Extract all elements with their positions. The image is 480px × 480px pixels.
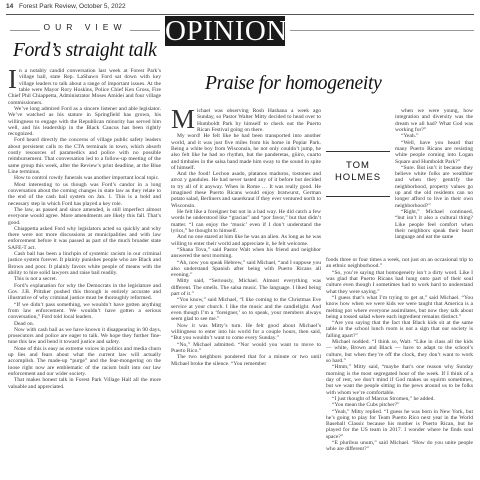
paragraph: “No,” Michael admitted. “Nor would you want to move to Puerto Rico.”: [171, 341, 321, 354]
our-view-label: OUR VIEW: [43, 22, 127, 32]
paragraph: The law, as passed and since amended, is still imperfect almost everyone would agree. More amendments are likely this fall. That’s good.: [8, 206, 161, 226]
paragraph: The two neighbors pondered that for a minute or two until Michael broke the silence. “You remember: [171, 354, 321, 367]
paragraph: “You know,” said Michael, “I like coming to the Christmas Eve service at your church. I like the music and the candlelight. And even though I’m a ‘foreigner,’ so to speak, your members always seem glad to see me.”: [171, 297, 321, 323]
paragraph: “Yeah,” Mitty replied. “I guess he was born in New York, but he’s going to play for Team Puerto Rico next year in the World Baseball Classic because his mother is Puerto Rican, but he played for the US team in 2017. I wonder where he finds soul space?”: [326, 408, 473, 440]
drop-cap: M: [171, 108, 196, 134]
paragraph: Chiappetta asked Ford why legislators acted so quickly and why there were not more discussions at municipalities and with law enforcement before it was passed as part of the much broader state SAFE-T act.: [8, 225, 161, 251]
author-byline: [326, 151, 390, 197]
paragraph: “If we didn’t pass something, we wouldn’t have gotten anything from law enforcement. We wouldn’t have gotten a serious conversation,” Ford told local leaders.: [8, 301, 161, 321]
paragraph: Mitty said, “Seriously, Michael. Almost everything was different. The smells. The salsa music. The language. I liked being part of it.”: [171, 278, 321, 298]
publication-line: Forest Park Review, October 5, 2022: [19, 3, 126, 10]
column-headline: Praise for homogeneity: [205, 73, 382, 94]
paragraph: “Well, have you heard that many Puerto Ricans are resisting white people coming into Logan Square and Humboldt Park?”: [395, 139, 473, 165]
column-body-2-top: [395, 108, 473, 255]
paragraph: foods three or four times a week, not just on an occasional trip to an ethnic neighborhood.”: [326, 257, 473, 270]
paragraph: “Right,” Michael continued, “but isn’t it also a cultural thing? Like people feel comfort when their neighbors speak their heart language and eat the same: [395, 209, 473, 241]
our-view-rule-left: [10, 30, 40, 31]
paragraph: [171, 108, 321, 133]
paragraph: “So, you’re saying that homogeneity isn’t a dirty word. Like I was glad that Puerto Ricans had hung onto part of their soul culture even though I sometimes had to work hard to understand what they were saying.”: [326, 269, 473, 295]
opinion-banner: OPINION: [165, 15, 288, 47]
paragraph: “Sure. But isn’t it because they believe white folks are wealthier and when they gentrify the neighborhood, property values go up and the old residents can no longer afford to live in their own neighborhood?”: [395, 164, 473, 209]
paragraph: when we were young, how integration and diversity was the dream we all had? What God was working for?”: [395, 108, 473, 133]
paragraph: “Hmm,” Mitty said, “maybe that’s one reason why Sunday morning is the most segregated hour of the week. If I think of a day of rest, we don’t mind if God makes us squirm sometimes, but we want the people sitting in the pews around us to be folks with whom we’re comfortable.: [326, 364, 473, 396]
paragraph: Cash bail has been a linchpin of systemic racism in our criminal justice system forever. It plainly punishes people who are Black and Brown and poor. It plainly favors white people of means with the ability to hire solid lawyers and raise bail readily.: [8, 251, 161, 276]
our-view-rule-right: [130, 30, 160, 31]
paragraph-text: ichael was observing Rosh Hashana a week ago Sunday, so Pastor Walter Mitty decided to head over to Humboldt Park by himself to check out the Puerto Rican Festival going on there.: [197, 108, 321, 133]
paragraph: “I guess that’s what I’m trying to get at,” said Michael. “You know how when we were kids we were taught that America is a melting pot where everyone assimilates, but now they talk about being a tossed salad where each ingredient remains distinct.”: [326, 294, 473, 320]
paragraph: “I just thought of Marcus Stromen,” he added.: [332, 395, 435, 402]
paragraph: Now with cash bail as we have known it disappearing in 90 days, prosecutors and police are eager to talk. We hope they further fine-tune this law and bend it toward justice and safety.: [8, 326, 161, 346]
paragraph: Dead on.: [14, 320, 35, 327]
opinion-rule: [290, 30, 474, 31]
paragraph: “Ah, now you speak Hebrew,” said Michael, “and I suppose you also understand Spanish after being with Puerto Ricans all evening.”: [171, 259, 321, 279]
paragraph: And no one stared at him like he was an alien. As long as he was willing to enter their world and appreciate it, he felt welcome.: [171, 234, 321, 247]
paragraph: “Yeah.”: [401, 133, 419, 140]
paragraph: None of this is easy as extreme voices in politics and media churn up lies and fears about what the current law will actually accomplish. The made-up “purge” and the fear-mongering on the loose right now are emblematic of the racism built into our law enforcement and our wider society.: [8, 345, 161, 377]
paragraph: Now it was Mitty’s turn. He felt good about Michael’s willingness to enter into his world for a couple hours, then said, “But you wouldn’t want to come every Sunday.”: [171, 322, 321, 342]
paragraph: “You mean the Cubs pitcher?”: [332, 402, 400, 409]
paragraph: How to control rowdy funerals was another important local topic.: [14, 175, 160, 182]
page-number: 14: [6, 3, 14, 10]
paragraph: “E pluribus unum,” said Michael. “How do you unite people who are different?”: [326, 440, 473, 453]
paragraph: Ford heard directly the concerns of village public safety leaders about persistent calls to the CTA terminals in town, which absorb costly resources of paramedics and police with no possible reimbursement. That conversation led to a follow-up meeting of the same group this week, after the Review’s print deadline, at the Blue Line terminus.: [8, 137, 161, 175]
paragraph: And the food! Lechon asado, platanos maduros, tostones and arroz y gandules. He had never tasted any of it before but decided to try all of it anyway. When in Rome … It was really good. He imagined these Puerto Ricans would enjoy bratwurst, German potato salad, Berliners and sauerkraut if they ever ventured north to Wisconsin.: [171, 171, 321, 209]
paragraph: This is not a secret.: [14, 276, 57, 283]
author-name: TOM HOLMES: [334, 160, 382, 183]
paragraph: Most interesting to us though was Ford’s candor in a long conversation about the coming changes in state law as they relate to the end of the cash bail system on Jan. 1. This is a bold and necessary step in which Ford has played a key role.: [8, 181, 161, 207]
column-body-1: [171, 108, 321, 476]
paragraph: Michael nodded. “I think so, Walt. “Like in class all the kids — white, Brown and Black — have to adapt to the school’s culture, but when they’re off the clock, they don’t want to work so hard.”: [326, 339, 473, 364]
editorial-headline: Ford’s straight talk: [13, 40, 157, 61]
paragraph: Ford’s explanation for why the Democrats in the legislature and Gov. J.B. Pritzker pushed this through is entirely accurate and illustrative of why criminal justice must be thoroughly reformed.: [8, 282, 161, 302]
paragraph: He felt like a foreigner but not in a bad way. He did catch a few words he understood like “gracias” and “por favor,” but that didn’t matter. “I can enjoy the ‘music’ even if I don’t understand the lyrics,” he thought to himself.: [171, 209, 321, 234]
column-body-2-bottom: [326, 257, 473, 476]
paragraph: My word! He felt like he had been transported into another world, and it was just five miles from his home in Poplar Park. Being a white boy from Wisconsin, he not only couldn’t jump, he also felt like he had no rhythm, but the panderetas, güiro, cuarto and timbales in the salsa band made him sway to the sound in spite of himself.: [171, 133, 321, 171]
editorial-body: [8, 68, 161, 476]
paragraph: “Are you saying that the fact that Black kids sit at the same table in the school lunch room is not a sign that our society is falling apart?”: [326, 320, 473, 339]
paragraph: [8, 68, 161, 106]
paragraph-text: n a notably candid conversation last week at Forest Park’s village hall, state Rep. LaShawn Ford sat down with key village leaders to talk about a range of important issues. At the table were Mayor Rory Hoskins, Police Chief Ken Gross, Fire Chief Phil Chiappetta, Administrator Moses Amidei and four village commissioners.: [8, 68, 161, 106]
paragraph: That makes honest talk in Forest Park Village Hall all the more valuable and appreciated.: [8, 377, 161, 390]
paragraph: “Shana Tova,” said Pastor Walt when his friend and neighbor answered the next morning.: [171, 246, 321, 260]
drop-cap: I: [8, 68, 17, 94]
paragraph: We’ve long admired Ford as a sincere listener and able legislator. We’ve watched as his stature in Springfield has grown, his willingness to engage with the Republican minority has served him well, and his leadership in the Black Caucus has been rightly recognized.: [8, 105, 161, 138]
